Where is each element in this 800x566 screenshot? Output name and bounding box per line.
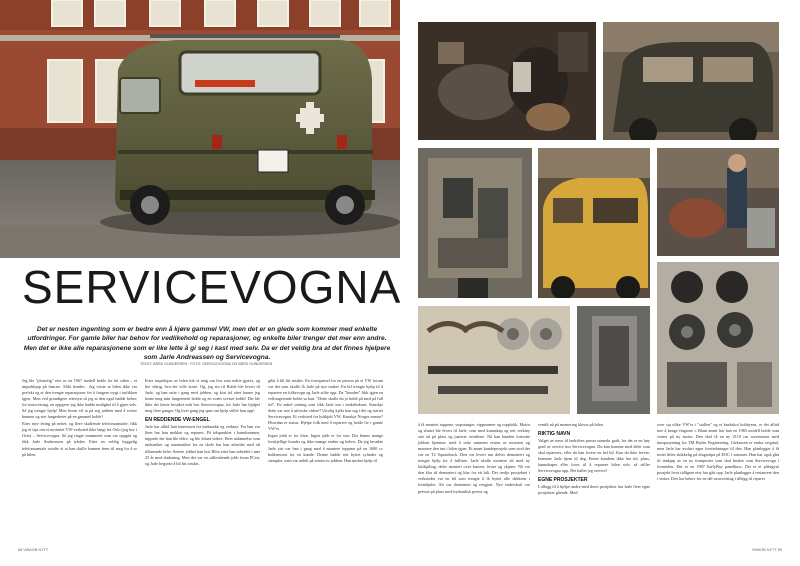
article-ingress: Det er nesten ingenting som er bedre enn å kjøre gammel VW, men det er en glede som kommer med enkelte utfordringer. For gamle biler har behov for vedlikehold og reparasjoner, og enkelte biler trenger det mer enn andre. Men det er ikke alle reparasjonene som er like lette å gi seg i kast med selv. Da er det veldig bra at det finnes hjelpere som Jarle Andreassen og Servicevogna. [23,326,391,362]
article-byline: TEKST: BÅRD GUNDERSEN · FOTO: SERVICEVOGNA OG BÅRD GUNDERSEN [140,362,273,366]
photo-metal-part-illustration [577,306,650,414]
paragraph: over sju ulike VW'er i "stallen" og et knekskot hobbyens, er det alltid noe å henge fingrene i. Blant annet har han en 1965 modell boble som venter på ny motor. Den skal få en ny 2110 cm raceemotor med innsprøytning fra TM Bryhn Engineering. Girkassen er endra original, men Jarle har avslørt egne forsterkninger til den. Han planlegger å få testet bilen skikkelig på dragstripa på EOC i sommer. Han har også gått til innkjøp av en ny transporter som skal brukes som Servicevogn i fremtiden. Det er en 1967 EarlyBay panelbuss. Det er et påbegynt prosjekt hvor tidligere eier har gått opp. Jarle planlegger å restaurere den i vinter. Den har behov for en del rustsveising i tillegg til reparer [657,422,779,482]
photo-engine-parts-illustration [418,148,532,298]
photo-wheels-stack [657,262,779,414]
paragraph: Etter inspeksjon av bilen tok vi enig om hva som måtte gjøres, og lite viktig, hva det ville koste. Og, jeg sto til Boble ble levert til Jarle, og han satte i gang med jobben, og kort tid etter kunne jeg hente meg min fungerende boble og en svært sveiset boble! Det ble ikke det første besøket mitt hos Servicevogna, for Jarle har hjulpet meg flere ganger. Og hver gang jeg spør om hjelp stiller han opp! [145,378,260,414]
photo-engine-work [418,22,596,140]
hero-photo-vw-bus [0,0,400,258]
folio-right: VWAOB NYTT 89 [751,548,782,552]
paragraph: Ingen jobb er for liten. Ingen jobb er for stor. Det finnes mange forskjellige kunder og ikke mange endrer og behov. Da jeg besøkte Jarle sist var han i gang med å montere toppene på en 1600 cc boblemotor for en kunde. Denne hadde sett byttet sylindre og stempler, men var utdelt på resten av jobben. Han ønsket hjelp til [268,433,383,463]
left-column-3 [268,378,383,465]
right-column-3 [657,422,779,483]
paragraph: Jeg ble "plutselig" eier av en 1967 modell boble for litt siden – et impulskjøp på finn.no. Slikt hender... Jeg visste at bilen ikke var perfekt og at den trengte reparasjoner for å fungere trygt i trafikken igjen. Men ved grundigere ettersyn så jeg at den også hadde behov for rustsveising, en oppgave jeg ikke hadde mulighet til å gjøre selv. Så jeg trengte hjelp! Men hvem vil ta på seg jobben med å sveise bunnen og stet fangerheter på en gammel boble? [22,378,137,420]
left-column-2 [145,378,260,468]
photo-person-welding [657,148,779,256]
subheading: EN REDDENDE VW-ENGEL [145,417,210,424]
photo-wheels-illustration [657,262,779,414]
subheading: EGNE PROSJEKTER [538,477,588,484]
subheading: RIKTIG NAVN [538,431,571,438]
right-column-2 [538,422,650,498]
folio-left: 88 VWAOB NYTT [18,548,49,552]
photo-engine-parts [418,148,532,298]
photo-person-illustration [657,148,779,256]
photo-brake-parts [418,306,570,414]
photo-workshop-bus [603,22,779,140]
photo-brake-parts-illustration [418,306,570,414]
photo-metal-part [577,306,650,414]
left-column-1 [22,378,137,459]
paragraph: Etter mye leting på nettet, og flere skuffende telefonsamtaler, fikk jeg et tips om et nystartet VW-verksted ikke langt fra Oslo (jeg bor i Oslo) – Servicevogna. Så jeg ringte nummeret som var oppgitt og fikk Jarle Andreassen på tråden. Etter en veldig hyggelig telefonsamtale avtalte vi at han skulle komme frem til meg for å se på bilen. [22,421,137,457]
paragraph: Valget av navn til bedriften passer utmerkt godt, for det er en høy grad av service hos Servicevogna. Du kan komme med deler som skal repareres, eller du kan levere en hel bil. Kan du ikke levere, kommer Jarle hjem til deg. Enten kundens ikke har tid, plass, kunnskaper eller fotos til å reparere bilen selv, så stiller Servicevogna opp. Det kaller jeg service! [538,438,650,474]
photo-yellow-bus [538,148,650,298]
photo-workshop-illustration [603,22,779,140]
paragraph: ventilt nå på montering klosse på bilen. [538,422,604,427]
right-column-1 [418,422,530,496]
paragraph: gikk å bli litt rastløs. En forespørsel fra en person på et VW forum var det som skulle få Jarle på nye tanker. En bil trengte hjelp til å reparere en folkevogn og Jarle stilte opp. Da "kunden" fikk igjen en velfungerende boble sa han: "Dette skulle du jo holdt på med på full tid". En enkel setning som fikk Jarle inn i tenkeboksen. Kanskje dette var noe å utforske videre? Utrolig kjekt han sag i det og startet Servicevogna. Et verksted for luftkjølt VW. Kanskje Norges eneste? Hvordan er status. Hjelpe folk med å reparere og holde liv i gamle VW'er. [268,378,383,432]
paragraph: å få montert toppene, stopstanger, vippearmer og topplokk. Motor og sluttet ble levert til Jarle, som med kunnskap og rett verktøy satt alt på plass og justerte ventilene. Nå kan kunden fortsette jobben hjemme, med å sette sammen resten av motoren og montere den inn i bilen igjen. Et annet kundeprosjekt som stod der var en T2 Squareback. Den var levert inn delvis demontert og trengte hjelp for å fullføre. Jarle skulle montere alt med ny luftkjøling, deler montert over kursen, fester og skjøter. Nå var den klar til demontert og klar for ett bilt. Det tredje prosjektet i verkstedet var en bil som trengte å få byttet alle dekkene i fremhjulet. Alt var demontert og rengjort. Nye endreskaft var presset på plass med hydraulisk presse og [418,422,530,494]
paragraph: Jarle har alltid hatt interessen for mekanikk og verktøy. Fra han var liten har han mekket og reparert. På tidspunktet i barndommen, nippede der han ble eldre, og ble iblant videre. Etter utdannelse som mekaniker og automatiker fra en skole har han arbeidet med alt tilhørende biler. Senere jobbet han hos Bilia etter han arbeidet i nær 25 år med sladening. Men det var en stillestående jobb foran PCen, og Jarle begynte å bli litt rastløs. [145,424,260,466]
photo-yellow-bus-illustration [538,148,650,298]
article-title: SERVICEVOGNA [22,261,402,313]
paragraph: I tillegg til å hjelpe andre med deres prosjekter har Jarle flere egne prosjekter gående. Med [538,484,650,496]
hero-photo-illustration [0,0,400,258]
photo-engine-illustration [418,22,596,140]
